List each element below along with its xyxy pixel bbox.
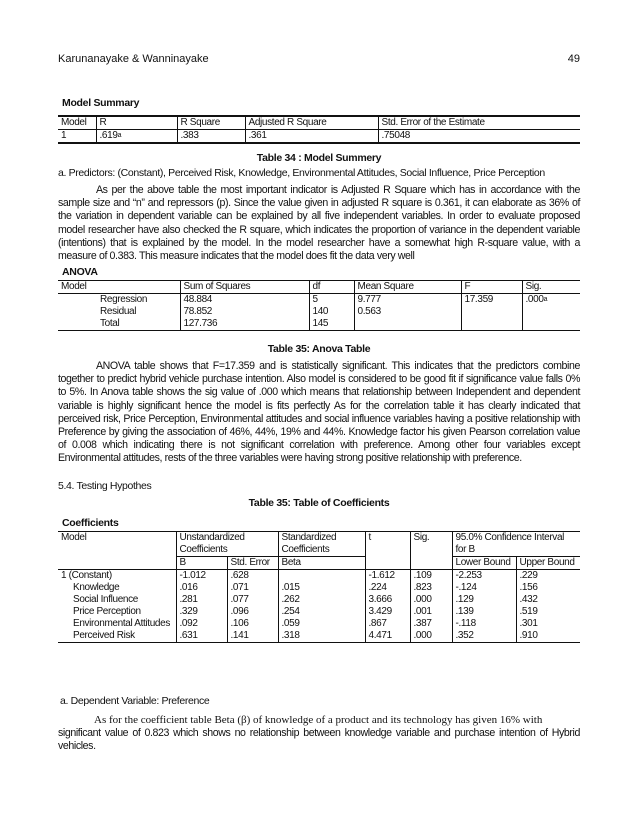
table-cell: .254 — [278, 606, 365, 618]
header-cell: Model — [58, 532, 176, 570]
table-cell: 48.884 — [180, 294, 309, 307]
header-cell: Std. Error — [227, 557, 278, 570]
table-cell: .109 — [410, 570, 452, 583]
table-cell: -1.012 — [176, 570, 227, 583]
header-cell: R — [96, 116, 177, 130]
table-cell: 4.471 — [365, 630, 410, 643]
header-cell: Adjusted R Square — [245, 116, 378, 130]
table-cell: .318 — [278, 630, 365, 643]
table-35-caption: Table 35: Anova Table — [267, 343, 371, 355]
table-row — [58, 606, 580, 618]
table-cell: .352 — [452, 630, 516, 643]
table-cell: 1 — [58, 130, 96, 144]
table-cell: .628 — [227, 570, 278, 583]
table-cell: Social Influence — [73, 594, 139, 605]
table-cell: .262 — [278, 594, 365, 606]
table-cell: .329 — [176, 606, 227, 618]
table-row — [58, 306, 580, 318]
page-header — [58, 53, 580, 65]
table-cell: 3.429 — [365, 606, 410, 618]
table-cell: Knowledge — [73, 582, 120, 593]
table-cell — [522, 318, 580, 331]
table-row — [58, 294, 580, 307]
table-cell — [461, 318, 522, 331]
table-cell: Regression — [100, 294, 148, 305]
table-cell: Perceived Risk — [73, 630, 135, 641]
table-cell: .077 — [227, 594, 278, 606]
header-cell: Std. Error of the Estimate — [378, 116, 580, 130]
header-cell: Unstandardized Coefficients — [176, 532, 278, 557]
table-cell — [354, 318, 461, 331]
table-cell: .106 — [227, 618, 278, 630]
header-cell: Standardized Coefficients — [278, 532, 365, 557]
table-cell: 140 — [309, 306, 354, 318]
page-number: 49 — [567, 53, 580, 65]
table-cell: .823 — [410, 582, 452, 594]
header-cell: Mean Square — [354, 281, 461, 294]
table-cell: Residual — [100, 306, 137, 317]
table-cell: .156 — [516, 582, 580, 594]
header-cell: Sig. — [410, 532, 452, 570]
table-cell: .000$^a$ — [522, 294, 580, 307]
paragraph-coefficients — [58, 714, 580, 754]
header-cell: Model — [58, 116, 96, 130]
table-cell: .281 — [176, 594, 227, 606]
table-cell: .000 — [410, 630, 452, 643]
table-row — [58, 570, 580, 583]
table-cell: .139 — [452, 606, 516, 618]
table-cell — [278, 570, 365, 583]
table-34-note: a. Predictors: (Constant), Perceived Risk, Knowledge, Environmental Attitudes, Social Influence, Price Perception — [58, 167, 545, 179]
table-cell: .071 — [227, 582, 278, 594]
table-cell — [461, 306, 522, 318]
header-cell: F — [461, 281, 522, 294]
table-cell: .75048 — [378, 130, 580, 144]
table-cell: .361 — [245, 130, 378, 144]
header-cell: Model — [58, 281, 180, 294]
table-cell: 0.563 — [354, 306, 461, 318]
coefficients-label: Coefficients — [62, 517, 119, 529]
running-head-authors: Karunanayake & Wanninayake — [58, 53, 209, 65]
table-cell: Price Perception — [73, 606, 141, 617]
table-cell: 78.852 — [180, 306, 309, 318]
table-cell: .129 — [452, 594, 516, 606]
paragraph-lead: As for the coefficient table Beta (β) of knowledge of a product and its technology has given 16% with — [94, 714, 543, 726]
header-cell: df — [309, 281, 354, 294]
table-cell: .059 — [278, 618, 365, 630]
header-cell: Sum of Squares — [180, 281, 309, 294]
table-row — [58, 582, 580, 594]
coefficients-table — [58, 531, 580, 643]
model-summary-table — [58, 115, 580, 144]
table-cell — [522, 306, 580, 318]
table-cell: .015 — [278, 582, 365, 594]
table-row — [58, 130, 580, 144]
coefficients-note: a. Dependent Variable: Preference — [60, 695, 210, 707]
table-cell: .619$^a$ — [96, 130, 177, 144]
table-row — [58, 318, 580, 331]
table-header-row — [58, 116, 580, 130]
table-cell: Environmental Attitudes — [73, 618, 171, 629]
footnote-marker: a — [543, 296, 548, 303]
section-heading: 5.4. Testing Hypothes — [58, 480, 152, 492]
paragraph-adjusted-r-square: As per the above table the most important indicator is Adjusted R Square which has in accordance with the sample size and “n” and repressors (p). Since the value given in adjusted R square is 0.361, it can elaborate as 36% of the variation in dependent variable can be explained by all five independent variables. In order to evaluate proposed model researcher have also checked the R square, which indicates the proportion of variance in the dependent variable (intentions) that is explained by the model. In the model researcher have a somewhat high R-square value, with a measure of 0.383. This measure indicates that the model does fit the data very well — [58, 184, 580, 263]
table-cell: 5 — [309, 294, 354, 307]
anova-label: ANOVA — [62, 266, 98, 278]
table-cell: 17.359 — [461, 294, 522, 307]
table-cell: .141 — [227, 630, 278, 643]
table-header-row — [58, 532, 580, 557]
table-35b-caption: Table 35: Table of Coefficients — [248, 497, 390, 509]
header-cell: B — [176, 557, 227, 570]
table-cell: 9.777 — [354, 294, 461, 307]
table-cell: 1 (Constant) — [61, 570, 112, 581]
table-cell: .224 — [365, 582, 410, 594]
table-cell: .519 — [516, 606, 580, 618]
table-cell: 3.666 — [365, 594, 410, 606]
table-row — [58, 618, 580, 630]
paragraph-rest: significant value of 0.823 which shows no relationship between knowledge variable and purchase intention of Hybrid vehicles. — [58, 727, 580, 753]
table-cell: -.118 — [452, 618, 516, 630]
table-cell: .092 — [176, 618, 227, 630]
table-34-caption: Table 34 : Model Summery — [256, 152, 382, 164]
table-cell: .096 — [227, 606, 278, 618]
table-cell: .000 — [410, 594, 452, 606]
table-cell: -1.612 — [365, 570, 410, 583]
table-cell: 145 — [309, 318, 354, 331]
footnote-marker: a — [117, 132, 122, 139]
table-cell: .229 — [516, 570, 580, 583]
model-summary-label: Model Summary — [62, 97, 140, 109]
header-cell: R Square — [177, 116, 245, 130]
table-cell: -.124 — [452, 582, 516, 594]
table-cell: .001 — [410, 606, 452, 618]
header-cell: t — [365, 532, 410, 570]
table-cell: Total — [100, 318, 120, 329]
header-cell: Beta — [278, 557, 365, 570]
table-cell: -2.253 — [452, 570, 516, 583]
table-cell: .016 — [176, 582, 227, 594]
header-cell: Sig. — [522, 281, 580, 294]
table-cell: .910 — [516, 630, 580, 643]
anova-table — [58, 280, 580, 331]
table-row — [58, 630, 580, 643]
table-row — [58, 594, 580, 606]
table-cell: .383 — [177, 130, 245, 144]
paragraph-anova: ANOVA table shows that F=17.359 and is statistically significant. This indicates that the predictors combine together to predict hybrid vehicle purchase intention. Also model is considered to be good fit if significance value falls 0% to 5%. In Anova table shows the sig value of .000 which means that relationship between Independent and dependent variable is highly significant hence the model is fits perfectly As for the correlation table it has clearly indicated that perceived risk, Price Perception, Environmental attitudes and social influence variables having a positive relationship with Preference by giving the association of 46%, 44%, 19% and 44%. Knowledge factor his given Pearson correlation value of 0.008 which indicating there is not significant correlation with preference. Among other four variables except Environmental attitudes, rests of the three variables were having strong positive relationship with preference. — [58, 360, 580, 465]
header-cell: Lower Bound — [452, 557, 516, 570]
header-cell: 95.0% Confidence Interval for B — [452, 532, 580, 557]
table-cell: .432 — [516, 594, 580, 606]
table-cell: 127.736 — [180, 318, 309, 331]
table-header-row — [58, 281, 580, 294]
table-cell: .301 — [516, 618, 580, 630]
header-cell: Upper Bound — [516, 557, 580, 570]
table-cell: .867 — [365, 618, 410, 630]
table-cell: .631 — [176, 630, 227, 643]
table-cell: .387 — [410, 618, 452, 630]
